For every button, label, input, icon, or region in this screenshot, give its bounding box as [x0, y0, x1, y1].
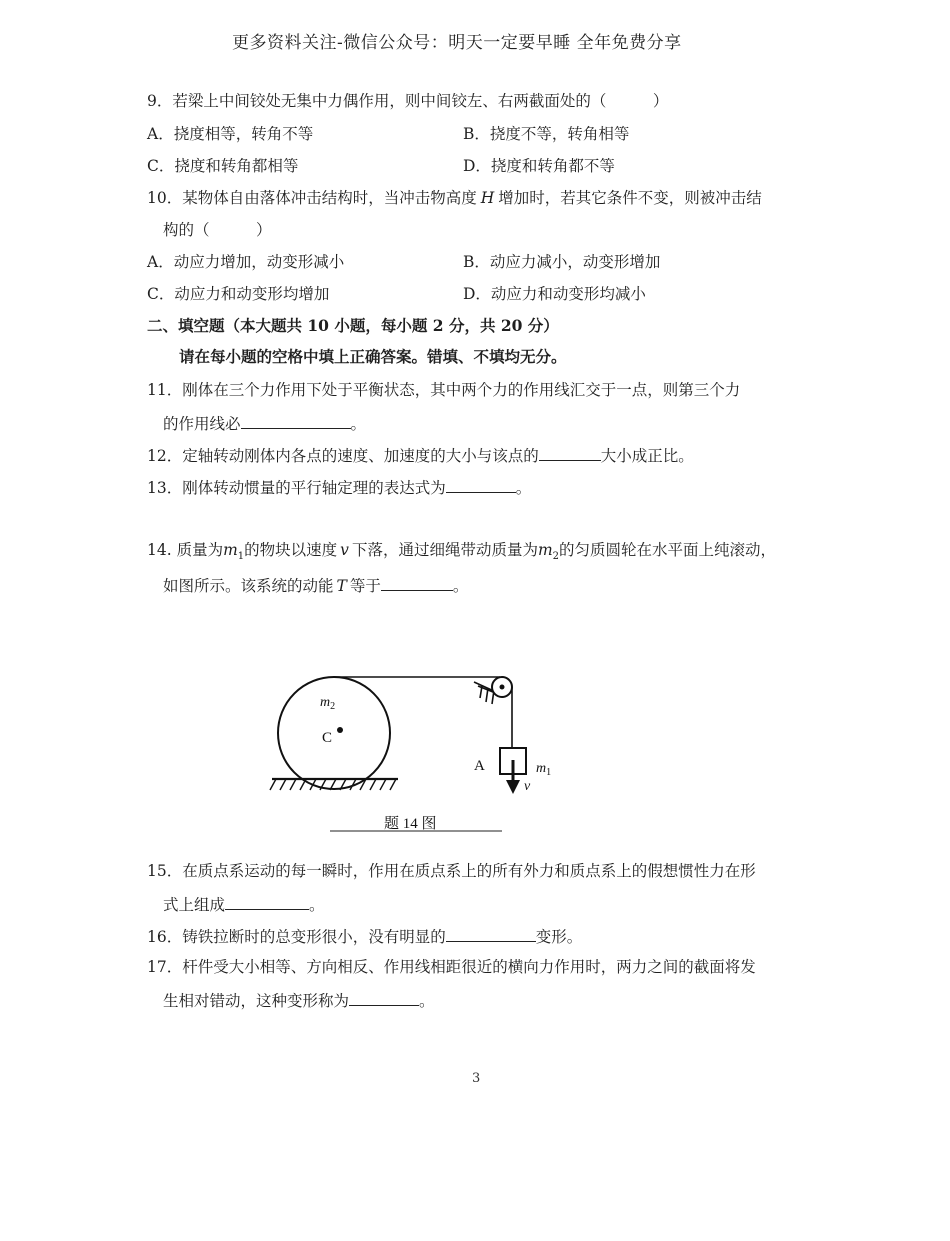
question-14-line2	[163, 574, 468, 596]
question-11-end: 。	[350, 415, 367, 433]
figure-caption: 题 14 图	[384, 816, 437, 832]
question-13-text: 13．刚体转动惯量的平行轴定理的表达式为	[147, 479, 446, 497]
section-2-instructions: 请在每小题的空格中填上正确答案。错填、不填均无分。	[179, 347, 567, 366]
pulley-axle	[500, 685, 505, 690]
rolling-wheel	[278, 677, 390, 789]
question-14-answer-blank[interactable]	[381, 574, 453, 591]
question-17-text: 生相对错动，这种变形称为	[163, 992, 350, 1010]
question-14-end: 。	[452, 577, 469, 595]
question-10-stem-a: 10．某物体自由落体冲击结构时，当冲击物高度	[147, 189, 477, 207]
wheel-center-label: C	[322, 730, 333, 746]
question-11-line1: 11．刚体在三个力作用下处于平衡状态，其中两个力的作用线汇交于一点，则第三个力	[147, 381, 741, 399]
question-16	[147, 925, 582, 947]
question-14-line1	[147, 540, 776, 567]
wheel-center-dot	[337, 727, 343, 733]
block-label: A	[474, 758, 485, 774]
question-14-v: v	[340, 541, 349, 559]
question-10-option-c: C．动应力和动变形均增加	[147, 285, 330, 303]
block-mass-label: $m_1$	[536, 761, 552, 778]
question-17-answer-blank[interactable]	[349, 989, 419, 1006]
question-10-option-b: B．动应力减小，动变形增加	[463, 253, 661, 271]
question-10-option-a: A．动应力增加，动变形减小	[147, 253, 345, 271]
question-14-text-c: 下落，通过细绳带动质量为	[351, 541, 538, 559]
figure-14-diagram	[260, 660, 580, 840]
question-12-text-a: 12．定轴转动刚体内各点的速度、加速度的大小与该点的	[147, 447, 539, 465]
page-number: 3	[472, 1071, 481, 1086]
wheel-mass-label: $m_2$	[320, 695, 336, 712]
question-15-text: 式上组成	[163, 896, 226, 914]
question-14-text-l2b: 等于	[349, 577, 381, 595]
question-9-option-a: A．挠度相等，转角不等	[147, 125, 314, 143]
question-16-text-b: 变形。	[535, 928, 583, 946]
question-15-answer-blank[interactable]	[225, 893, 309, 910]
question-15-end: 。	[309, 896, 325, 914]
question-14-m2: m	[537, 541, 553, 559]
page-header: 更多资料关注-微信公众号：明天一定要早睡 全年免费分享	[232, 33, 682, 53]
question-9-option-c: C．挠度和转角都相等	[147, 157, 299, 175]
question-14-t: T	[336, 577, 347, 595]
question-14-m2-sub: 2	[552, 551, 560, 563]
question-9-option-d: D．挠度和转角都不等	[463, 157, 615, 175]
question-12-answer-blank[interactable]	[539, 444, 601, 461]
question-10-stem	[147, 188, 762, 208]
velocity-label: v	[524, 779, 531, 794]
question-9-stem: 9．若梁上中间铰处无集中力偶作用，则中间铰左、右两截面处的（ ）	[147, 92, 669, 110]
question-14-m1: m	[223, 541, 238, 559]
section-2-title: 二、填空题（本大题共 10 小题，每小题 2 分，共 20 分）	[147, 316, 559, 335]
question-10-option-d: D．动应力和动变形均减小	[463, 285, 646, 303]
question-13-answer-blank[interactable]	[446, 476, 516, 493]
question-11-text: 的作用线必	[163, 415, 241, 433]
question-17-line1: 17．杆件受大小相等、方向相反、作用线相距很近的横向力作用时，两力之间的截面将发	[147, 958, 756, 976]
question-9-option-b: B．挠度不等，转角相等	[463, 125, 630, 143]
question-12	[147, 444, 694, 466]
question-14-m1-sub: 1	[237, 551, 245, 563]
question-17-end: 。	[419, 992, 435, 1010]
velocity-arrow-head	[506, 780, 520, 794]
question-14-text-a: 14. 质量为	[147, 541, 224, 559]
question-13	[147, 476, 531, 498]
question-10-stem-b: 增加时，若其它条件不变，则被冲击结	[498, 189, 762, 207]
question-14-text-d: 的匀质圆轮在水平面上纯滚动，	[559, 541, 777, 559]
question-15-line2	[163, 893, 325, 915]
question-14-text-b: 的物块以速度	[244, 541, 338, 559]
question-11-answer-blank[interactable]	[241, 412, 351, 429]
question-10-stem-line2: 构的（ ）	[163, 221, 272, 239]
question-12-text-b: 大小成正比。	[600, 447, 694, 465]
question-10-var-h: H	[480, 189, 495, 207]
question-17-line2	[163, 989, 435, 1011]
question-15-line1: 15．在质点系运动的每一瞬时，作用在质点系上的所有外力和质点系上的假想惯性力在形	[147, 862, 756, 880]
question-16-text-a: 16．铸铁拉断时的总变形很小，没有明显的	[147, 928, 446, 946]
question-16-answer-blank[interactable]	[446, 925, 536, 942]
question-14-text-l2a: 如图所示。该系统的动能	[163, 577, 334, 595]
question-11-line2	[163, 412, 366, 434]
question-13-end: 。	[515, 479, 532, 497]
